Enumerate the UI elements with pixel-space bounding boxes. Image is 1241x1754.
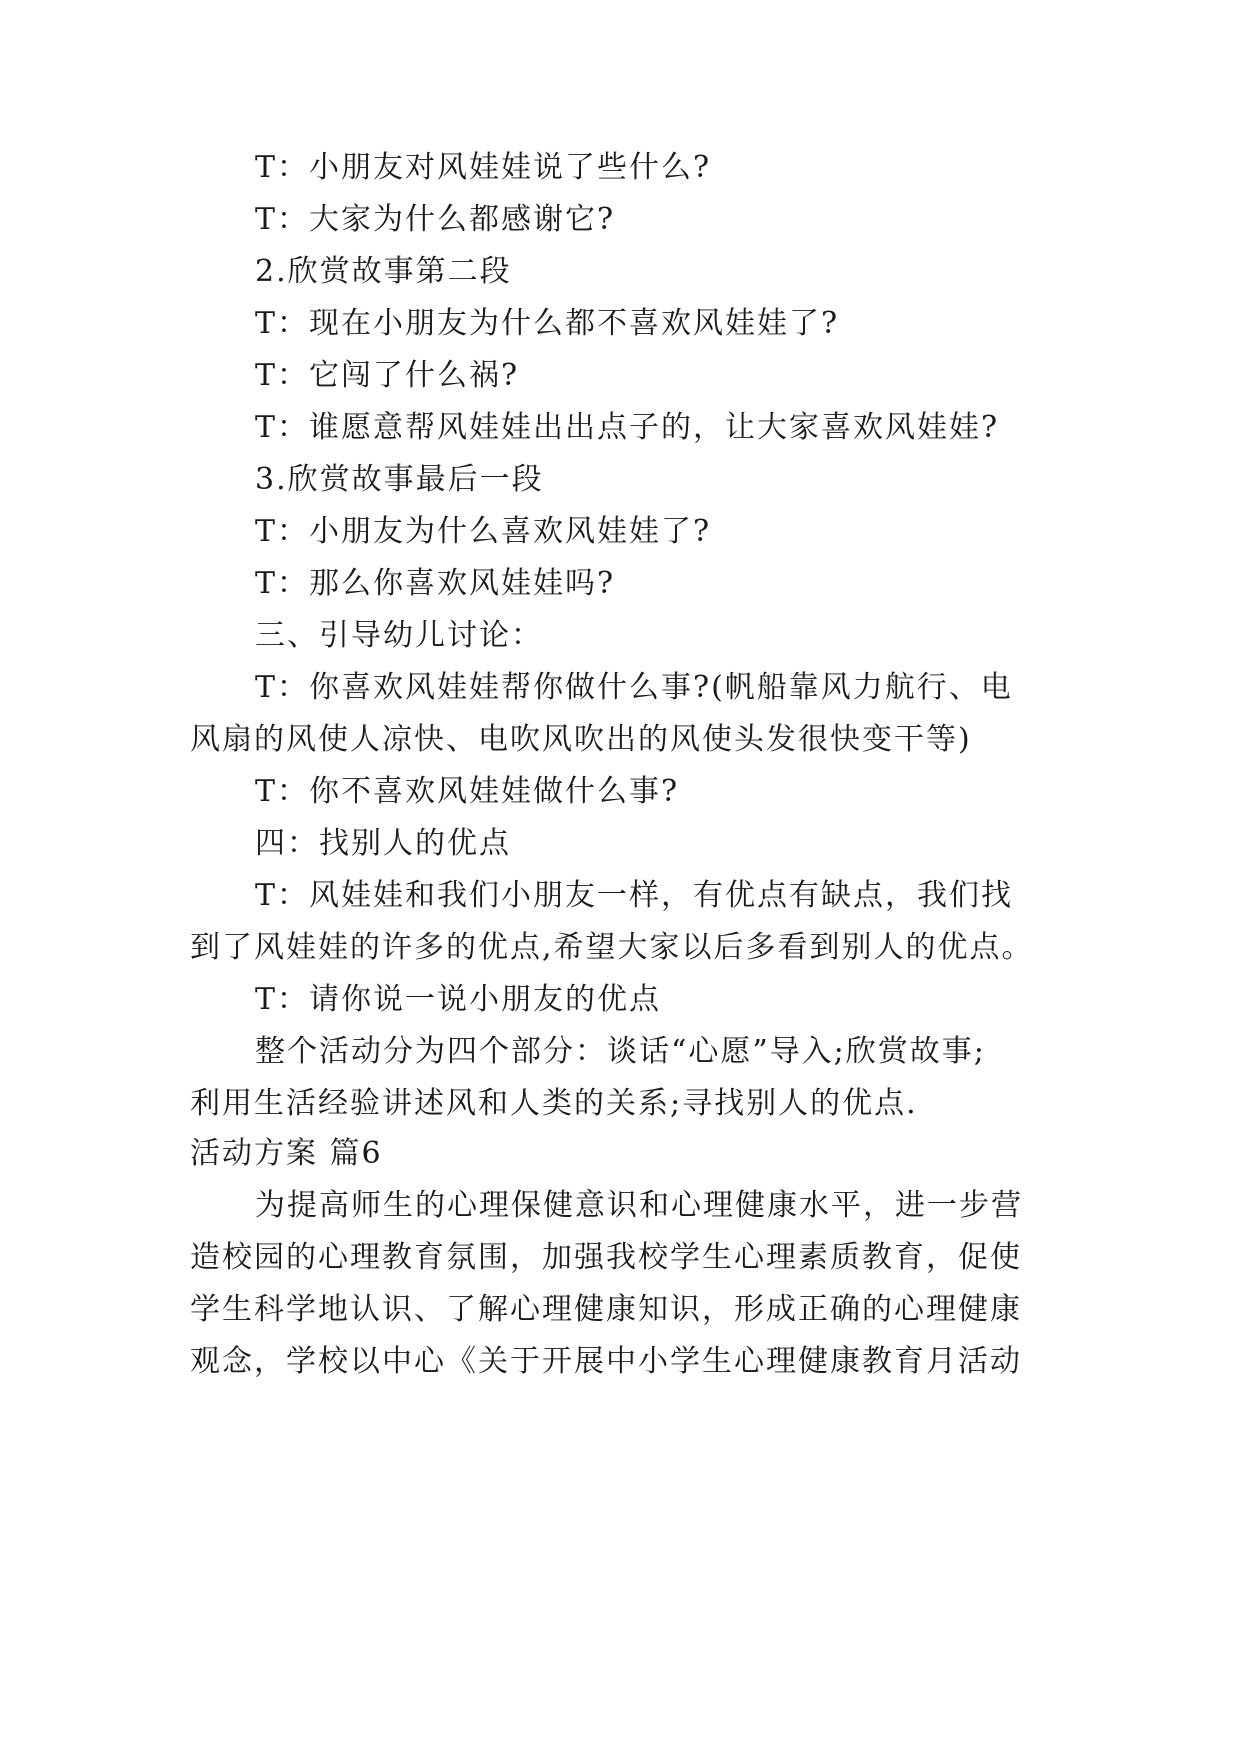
text-line: T：你不喜欢风娃娃做什么事? <box>255 774 680 809</box>
text-line: 2.欣赏故事第二段 <box>255 254 512 289</box>
text-line: 整个活动分为四个部分：谈话“心愿”导入;欣赏故事; <box>255 1034 986 1069</box>
text-line: 四：找别人的优点 <box>255 826 511 861</box>
text-line: T：现在小朋友为什么都不喜欢风娃娃了? <box>255 306 840 341</box>
text-line: T：大家为什么都感谢它? <box>255 202 616 237</box>
text-line: 观念，学校以中心《关于开展中小学生心理健康教育月活动 <box>190 1344 1022 1379</box>
text-line: T：你喜欢风娃娃帮你做什么事?(帆船靠风力航行、电 <box>255 670 1013 705</box>
text-line: T：风娃娃和我们小朋友一样，有优点有缺点，我们找 <box>255 878 1014 913</box>
text-line: T：小朋友为什么喜欢风娃娃了? <box>255 514 712 549</box>
text-line: T：那么你喜欢风娃娃吗? <box>255 566 616 601</box>
text-line: 利用生活经验讲述风和人类的关系;寻找别人的优点. <box>190 1086 918 1121</box>
text-line: 学生科学地认识、了解心理健康知识，形成正确的心理健康 <box>190 1292 1022 1327</box>
text-line: 三、引导幼儿讨论： <box>255 618 543 653</box>
text-line: 到了风娃娃的许多的优点,希望大家以后多看到别人的优点。 <box>190 930 1034 965</box>
text-line: T：请你说一说小朋友的优点 <box>255 982 662 1017</box>
text-line: 3.欣赏故事最后一段 <box>255 462 544 497</box>
text-line: 造校园的心理教育氛围，加强我校学生心理素质教育，促使 <box>190 1240 1022 1275</box>
text-line: 风扇的风使人凉快、电吹风吹出的风使头发很快变干等) <box>190 722 972 757</box>
text-line: T：它闯了什么祸? <box>255 358 520 393</box>
text-line: T：谁愿意帮风娃娃出出点子的，让大家喜欢风娃娃? <box>255 410 1000 445</box>
text-line: 为提高师生的心理保健意识和心理健康水平，进一步营 <box>255 1188 1023 1223</box>
section-heading: 活动方案 篇6 <box>190 1136 383 1171</box>
text-line: T：小朋友对风娃娃说了些什么? <box>255 150 712 185</box>
